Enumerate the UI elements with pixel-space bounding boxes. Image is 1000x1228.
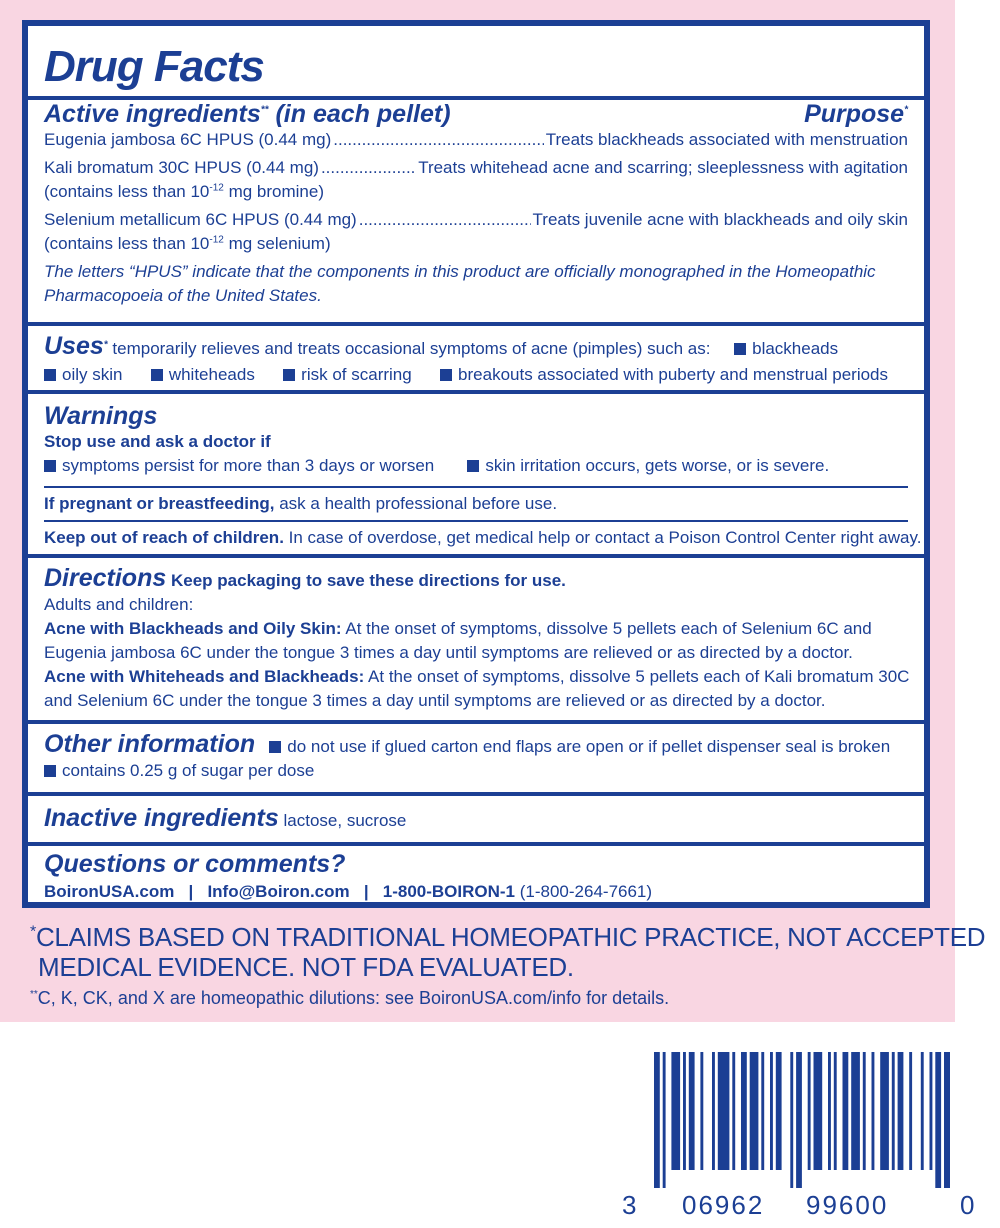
barcode-bar (796, 1052, 802, 1188)
barcode-bar (790, 1052, 793, 1188)
uses-item: oily skin (62, 365, 123, 384)
barcode-bar (828, 1052, 831, 1170)
divider (28, 390, 924, 394)
ingredient-row: Eugenia jambosa 6C HPUS (0.44 mg) ..... Treats blackheads associated with menstruation (44, 128, 908, 152)
barcode-lead-digit: 3 (622, 1190, 637, 1220)
drug-facts-panel (22, 20, 930, 908)
barcode-bar (761, 1052, 764, 1170)
barcode-check-digit: 0 (960, 1190, 975, 1220)
directions-heading: Directions (44, 564, 167, 592)
uses-text: temporarily relieves and treats occasional symptoms of acne (pimples) such as: (107, 339, 711, 358)
email-link[interactable]: Info@Boiron.com (207, 882, 350, 901)
ingredient-row: Selenium metallicum 6C HPUS (0.44 mg) ..... Treats juvenile acne with blackheads and oily skin (44, 208, 908, 232)
barcode-bar (718, 1052, 730, 1170)
bullet-square (44, 369, 56, 381)
inactive-ingredients-text: lactose, sucrose (278, 811, 407, 830)
uses-item: whiteheads (168, 365, 255, 384)
divider (28, 554, 924, 558)
barcode-bar (808, 1052, 811, 1170)
stop-use-label: Stop use and ask a doctor if (44, 432, 271, 451)
inactive-ingredients-section (44, 804, 908, 833)
questions-heading: Questions or comments? (44, 850, 346, 878)
barcode-bar (921, 1052, 924, 1170)
barcode-bar (892, 1052, 895, 1170)
phone-number-alt: (1-800-264-7661) (515, 882, 653, 901)
warning-item: skin irritation occurs, gets worse, or is severe. (485, 456, 830, 475)
bullet-square (44, 460, 56, 472)
barcode-bar (671, 1052, 680, 1170)
barcode-bar (880, 1052, 889, 1170)
hpus-note-line2: Pharmacopoeia of the United States. (44, 286, 322, 305)
barcode-bar (741, 1052, 747, 1170)
other-item: contains 0.25 g of sugar per dose (62, 761, 315, 780)
claims-disclaimer: *CLAIMS BASED ON TRADITIONAL HOMEOPATHIC PRACTICE, NOT ACCEPTED MEDICAL EVIDENCE. NOT FDA EVALUATED. (30, 922, 986, 982)
uses-item: blackheads (752, 339, 839, 358)
keep-out-warning: Keep out of reach of children. In case of overdose, get medical help or contact a Poison Control Center right away. (44, 528, 922, 547)
warnings-heading: Warnings (44, 402, 158, 430)
pregnant-warning: If pregnant or breastfeeding, ask a health professional before use. (44, 494, 558, 513)
divider (28, 720, 924, 724)
other-information-section (44, 730, 908, 783)
thin-divider (44, 486, 908, 488)
uses-heading: Uses (44, 332, 104, 360)
active-ingredients-section (44, 100, 908, 308)
separator: | (188, 882, 194, 901)
drug-facts-title: Drug Facts (44, 42, 264, 91)
active-ingredients-heading: Active ingredients** (in each pellet) (44, 100, 451, 128)
website-link[interactable]: BoironUSA.com (44, 882, 175, 901)
bullet-square (467, 460, 479, 472)
barcode-bar (909, 1052, 912, 1170)
bullet-square (151, 369, 163, 381)
barcode-bar (776, 1052, 782, 1170)
direction-acne1-cont: Eugenia jambosa 6C under the tongue 3 times a day until symptoms are relieved or as directed by a doctor. (44, 643, 853, 662)
direction-acne2-cont: and Selenium 6C under the tongue 3 times a day until symptoms are relieved or as directed by a doctor. (44, 691, 826, 710)
divider (28, 842, 924, 846)
barcode-bar (930, 1052, 933, 1170)
barcode-bar (898, 1052, 904, 1170)
separator: | (363, 882, 369, 901)
thin-divider (44, 520, 908, 522)
uses-section (44, 332, 908, 387)
directions-subheading: Keep packaging to save these directions for use. (166, 571, 566, 590)
ingredient-note: (contains less than $10^{-12}$ mg selenium) (44, 234, 331, 253)
warnings-section (44, 402, 908, 478)
barcode-bar (843, 1052, 849, 1170)
barcode-bar (851, 1052, 860, 1170)
purpose-heading: Purpose* (804, 100, 908, 128)
uses-mark: * (103, 339, 108, 351)
barcode-bar (663, 1052, 666, 1188)
phone-number: 1-800-BOIRON-1 (382, 882, 516, 901)
barcode (650, 1052, 950, 1188)
dilution-note: **C, K, CK, and X are homeopathic dilutions: see BoironUSA.com/info for details. (30, 988, 670, 1008)
bullet-square (44, 765, 56, 777)
directions-audience: Adults and children: (44, 595, 194, 614)
barcode-bar (689, 1052, 695, 1170)
uses-item: breakouts associated with puberty and menstrual periods (458, 365, 889, 384)
barcode-bar (834, 1052, 837, 1170)
barcode-group1: 06962 (682, 1190, 765, 1220)
barcode-group2: 99600 (806, 1190, 889, 1220)
warning-item: symptoms persist for more than 3 days or worsen (62, 456, 435, 475)
barcode-bar (654, 1052, 660, 1188)
bullet-square (440, 369, 452, 381)
inactive-ingredients-heading: Inactive ingredients (44, 804, 279, 832)
barcode-bar (700, 1052, 703, 1170)
direction-acne1: Acne with Blackheads and Oily Skin: At the onset of symptoms, dissolve 5 pellets each of Selenium 6C and (44, 619, 872, 638)
directions-section (44, 564, 908, 713)
other-information-heading: Other information (44, 730, 256, 758)
direction-acne2: Acne with Whiteheads and Blackheads: At the onset of symptoms, dissolve 5 pellets each of Kali bromatum 30C (44, 667, 910, 686)
ingredient-note: (contains less than $10^{-12}$ mg bromine) (44, 182, 324, 201)
barcode-bar (683, 1052, 686, 1170)
barcode-bar (863, 1052, 866, 1170)
questions-section (44, 850, 908, 904)
ingredient-row: Kali bromatum 30C HPUS (0.44 mg) ..... Treats whitehead acne and scarring; sleeplessness with agitation (44, 156, 908, 180)
bullet-square (283, 369, 295, 381)
barcode-bar (770, 1052, 773, 1170)
uses-item: risk of scarring (301, 365, 412, 384)
barcode-bar (732, 1052, 735, 1170)
hpus-note-line1: The letters “HPUS” indicate that the components in this product are officially monographed in the Homeopathic (44, 262, 876, 281)
barcode-bar (750, 1052, 759, 1170)
barcode-bar (712, 1052, 715, 1170)
barcode-bar (872, 1052, 875, 1170)
divider (28, 792, 924, 796)
barcode-bar (935, 1052, 941, 1188)
barcode-bar (814, 1052, 823, 1170)
bullet-square (269, 741, 281, 753)
other-item: do not use if glued carton end flaps are open or if pellet dispenser seal is broken (287, 737, 891, 756)
barcode-bar (944, 1052, 950, 1188)
bullet-square (734, 343, 746, 355)
divider (28, 322, 924, 326)
